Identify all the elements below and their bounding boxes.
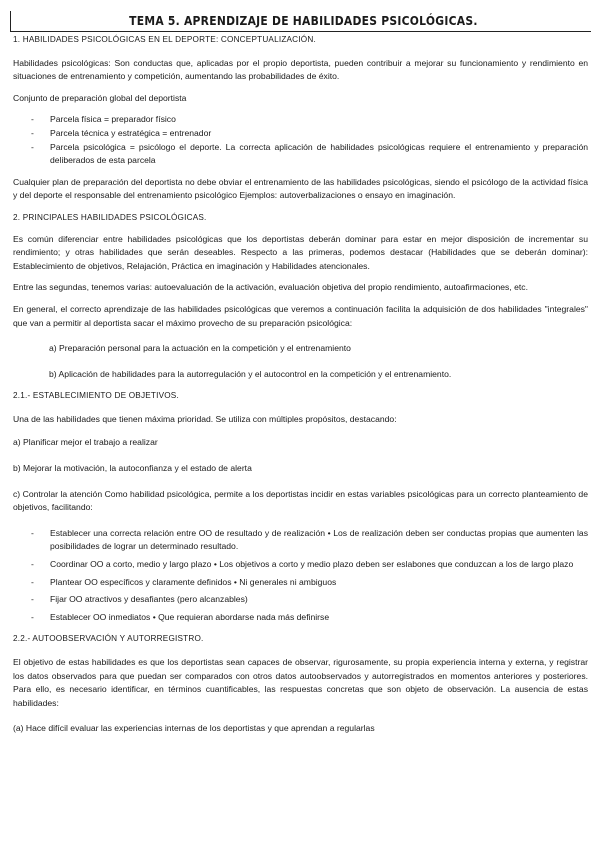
- paragraph: b) Aplicación de habilidades para la autorregulación y el autocontrol en la competición y el entrenamiento.: [49, 368, 452, 379]
- paragraph: En general, el correcto aprendizaje de las habilidades psicológicas que veremos a continuación facilita la adquisición de dos habilidades "integrales" que van a permitir al deportista sacar el máximo provecho de su preparación psicológica:: [13, 303, 588, 328]
- list-item: - Fijar OO atractivos y desafiantes (pero alcanzables): [13, 593, 588, 607]
- paragraph: (a) Hace difícil evaluar las experiencias internas de los deportistas y que aprendan a regularlas: [13, 723, 375, 734]
- paragraph: Entre las segundas, tenemos varias: autoevaluación de la activación, evaluación objetiva del propio rendimiento, autoafirmaciones, etc.: [13, 282, 528, 293]
- paragraph: a) Preparación personal para la actuación en la competición y el entrenamiento: [49, 343, 351, 354]
- document-body: [13, 33, 588, 736]
- list-item: - Parcela psicológica = psicólogo el deporte. La correcta aplicación de habilidades psicológicas requiere el entrenamiento y preparación deliberados de esta parcela: [13, 141, 588, 168]
- section-2-heading: 2. PRINCIPALES HABILIDADES PSICOLÓGICAS.: [13, 212, 207, 222]
- paragraph: b) Mejorar la motivación, la autoconfianza y el estado de alerta: [13, 463, 252, 474]
- title-bar: [10, 11, 591, 32]
- paragraph: Cualquier plan de preparación del deportista no debe obviar el entrenamiento de las habilidades psicológicas, siendo el psicólogo de la actividad física y del deporte el responsable del entrenamiento psicológico Ejemplos: autoverbalizaciones o ensayo en imaginación.: [13, 176, 588, 201]
- paragraph: Es común diferenciar entre habilidades psicológicas que los deportistas deberán dominar para estar en mejor disposición de incrementar su rendimiento; y otras habilidades que serán deseables. Respecto a las primeras, podemos destacar (Habilidades que se deberán dominar): Establecimiento de objetivos, Relajación, Práctica en imaginación y Habilidades atencionales.: [13, 233, 588, 271]
- list-item: - Parcela física = preparador físico: [13, 113, 588, 127]
- paragraph: Conjunto de preparación global del deportista: [13, 92, 187, 103]
- bullet-list: [13, 527, 588, 625]
- section-2-2-heading: 2.2.- AUTOOBSERVACIÓN Y AUTORREGISTRO.: [13, 634, 204, 644]
- paragraph: Habilidades psicológicas: Son conductas que, aplicadas por el propio deportista, pueden contribuir a mejorar su funcionamiento y rendimiento en situaciones de entrenamiento y competición, aumentando las probabilidades de éxito.: [13, 57, 588, 82]
- list-item: - Plantear OO específicos y claramente definidos • Ni generales ni ambiguos: [13, 576, 588, 590]
- section-1-heading: 1. HABILIDADES PSICOLÓGICAS EN EL DEPORTE: CONCEPTUALIZACIÓN.: [13, 35, 316, 44]
- list-item: - Establecer una correcta relación entre OO de resultado y de realización • Los de realización deben ser conductas propias que aumenten las posibilidades de lograr un determinado resultado.: [13, 527, 588, 554]
- paragraph: a) Planificar mejor el trabajo a realizar: [13, 437, 158, 448]
- list-item: - Parcela técnica y estratégica = entrenador: [13, 127, 588, 141]
- paragraph: El objetivo de estas habilidades es que los deportistas sean capaces de observar, rigurosamente, su propia experiencia interna y externa, y registrar los datos observados para que puedan ser comparados con otros datos autoobservados y autorregistrados en momentos anteriores y posteriores. Para ello, es necesario identificar, en términos cuantificables, las respuestas concretas que son objeto de observación. La ausencia de estas habilidades:: [13, 657, 588, 708]
- list-item: - Establecer OO inmediatos • Que requieran abordarse nada más definirse: [13, 611, 588, 625]
- section-2-1-heading: 2.1.- ESTABLECIMIENTO DE OBJETIVOS.: [13, 391, 179, 401]
- list-item: - Coordinar OO a corto, medio y largo plazo • Los objetivos a corto y medio plazo deben ser eslabones que conduzcan a los de largo plazo: [13, 558, 588, 572]
- paragraph: Una de las habilidades que tienen máxima prioridad. Se utiliza con múltiples propósitos, destacando:: [13, 413, 397, 424]
- bullet-list: [13, 113, 588, 167]
- page-title: TEMA 5. APRENDIZAJE DE HABILIDADES PSICOLÓGICAS.: [129, 13, 478, 28]
- paragraph: c) Controlar la atención Como habilidad psicológica, permite a los deportistas incidir en estas variables psicológicas para un correcto planteamiento de objetivos, facilitando:: [13, 488, 588, 513]
